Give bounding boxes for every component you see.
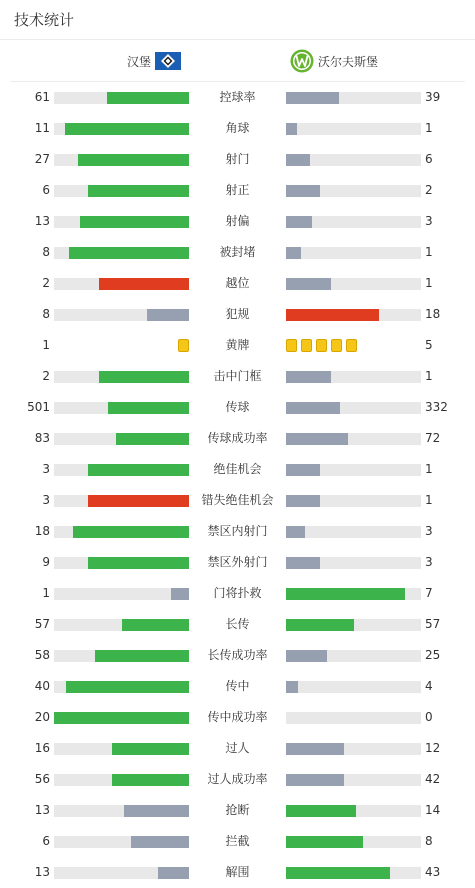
home-bar-track bbox=[54, 216, 189, 228]
stat-label: 犯规 bbox=[225, 307, 250, 321]
home-bar-fill bbox=[112, 774, 189, 786]
away-stat-value: 18 bbox=[425, 307, 441, 321]
stat-row bbox=[0, 330, 475, 361]
away-bar-track bbox=[286, 247, 421, 259]
home-bar-track bbox=[54, 867, 189, 879]
home-stat-value: 57 bbox=[34, 617, 50, 631]
home-bar-track bbox=[54, 743, 189, 755]
away-bar-fill bbox=[286, 774, 344, 786]
yellow-card-icon bbox=[178, 339, 189, 352]
home-bar-fill bbox=[158, 867, 189, 879]
home-bar-fill bbox=[171, 588, 189, 600]
home-stat-value: 6 bbox=[42, 834, 50, 848]
away-stat-value: 1 bbox=[425, 245, 433, 259]
away-stat-value: 5 bbox=[425, 338, 433, 352]
away-bar-fill bbox=[286, 867, 390, 879]
home-bar-track bbox=[54, 309, 189, 321]
away-stat-value: 14 bbox=[425, 803, 441, 817]
home-stat-value: 1 bbox=[42, 338, 50, 352]
away-team-name: 沃尔夫斯堡 bbox=[318, 54, 379, 69]
stat-label: 越位 bbox=[225, 276, 250, 290]
home-bar-fill bbox=[73, 526, 189, 538]
home-stat-value: 58 bbox=[34, 648, 50, 662]
away-stat-value: 3 bbox=[425, 214, 433, 228]
away-stat-value: 25 bbox=[425, 648, 441, 662]
stat-label: 禁区内射门 bbox=[207, 524, 268, 538]
home-stat-value: 83 bbox=[34, 431, 50, 445]
away-bar-track bbox=[286, 526, 421, 538]
stat-row bbox=[0, 578, 475, 609]
away-bar-track bbox=[286, 867, 421, 879]
stat-row bbox=[0, 826, 475, 857]
away-bar-track bbox=[286, 464, 421, 476]
away-bar-track bbox=[286, 805, 421, 817]
away-stat-value: 39 bbox=[425, 90, 441, 104]
home-stat-value: 40 bbox=[34, 679, 50, 693]
home-stat-value: 8 bbox=[42, 307, 50, 321]
home-stat-value: 16 bbox=[34, 741, 50, 755]
away-stat-value: 332 bbox=[425, 400, 448, 414]
away-bar-track bbox=[286, 309, 421, 321]
stat-label: 错失绝佳机会 bbox=[201, 493, 274, 507]
stat-label: 射偏 bbox=[225, 214, 250, 228]
home-bar-track bbox=[54, 402, 189, 414]
home-bar-fill bbox=[112, 743, 189, 755]
hsv-crest-icon bbox=[155, 52, 181, 70]
stats-header bbox=[0, 0, 475, 40]
away-stat-value: 43 bbox=[425, 865, 441, 879]
stat-row bbox=[0, 795, 475, 826]
away-bar-track bbox=[286, 371, 421, 383]
stat-label: 角球 bbox=[225, 121, 250, 135]
stat-row bbox=[0, 175, 475, 206]
stat-row bbox=[0, 640, 475, 671]
home-team-name: 汉堡 bbox=[126, 54, 151, 69]
page-title: 技术统计 bbox=[14, 11, 75, 29]
away-bar-fill bbox=[286, 278, 331, 290]
away-bar-fill bbox=[286, 526, 305, 538]
away-bar-fill bbox=[286, 371, 331, 383]
home-stat-value: 9 bbox=[42, 555, 50, 569]
home-stat-value: 2 bbox=[42, 276, 50, 290]
stat-row bbox=[0, 454, 475, 485]
stat-label: 传中成功率 bbox=[207, 710, 268, 724]
stat-row bbox=[0, 361, 475, 392]
home-bar-fill bbox=[66, 681, 189, 693]
home-team[interactable] bbox=[127, 51, 181, 71]
stat-row bbox=[0, 423, 475, 454]
home-bar-track bbox=[54, 185, 189, 197]
away-bar-fill bbox=[286, 743, 344, 755]
away-bar-fill bbox=[286, 805, 356, 817]
home-bar-track bbox=[54, 464, 189, 476]
away-bar-fill bbox=[286, 650, 327, 662]
home-bar-fill bbox=[54, 712, 189, 724]
stat-label: 长传 bbox=[225, 617, 250, 631]
away-bar-track bbox=[286, 402, 421, 414]
away-bar-fill bbox=[286, 402, 340, 414]
wolfsburg-crest-icon bbox=[290, 49, 314, 73]
away-bar-fill bbox=[286, 681, 298, 693]
stat-row bbox=[0, 547, 475, 578]
away-bar-fill bbox=[286, 464, 320, 476]
stat-label: 传中 bbox=[225, 679, 250, 693]
home-stat-value: 13 bbox=[34, 865, 50, 879]
home-bar-fill bbox=[108, 402, 189, 414]
away-bar-track bbox=[286, 216, 421, 228]
away-stat-value: 1 bbox=[425, 493, 433, 507]
stat-row bbox=[0, 237, 475, 268]
away-bar-track bbox=[286, 185, 421, 197]
home-bar-fill bbox=[65, 123, 189, 135]
away-bar-track bbox=[286, 433, 421, 445]
home-bar-fill bbox=[124, 805, 189, 817]
away-bar-track bbox=[286, 123, 421, 135]
home-bar-fill bbox=[147, 309, 189, 321]
home-bar-track bbox=[54, 557, 189, 569]
stat-label: 解围 bbox=[225, 865, 250, 879]
home-bar-fill bbox=[69, 247, 189, 259]
away-stat-value: 1 bbox=[425, 276, 433, 290]
yellow-card-icon bbox=[331, 339, 342, 352]
home-bar-track bbox=[54, 650, 189, 662]
away-stat-value: 3 bbox=[425, 524, 433, 538]
stat-row bbox=[0, 392, 475, 423]
stat-row bbox=[0, 733, 475, 764]
away-stat-value: 3 bbox=[425, 555, 433, 569]
home-bar-fill bbox=[131, 836, 189, 848]
away-stat-value: 4 bbox=[425, 679, 433, 693]
home-bar-track bbox=[54, 433, 189, 445]
home-bar-track bbox=[54, 588, 189, 600]
stat-label: 过人 bbox=[225, 741, 250, 755]
home-stat-value: 3 bbox=[42, 462, 50, 476]
away-stat-value: 0 bbox=[425, 710, 433, 724]
home-yellow-cards bbox=[178, 339, 189, 353]
home-bar-track bbox=[54, 836, 189, 848]
away-team[interactable] bbox=[290, 51, 378, 71]
stat-row bbox=[0, 671, 475, 702]
away-stat-value: 6 bbox=[425, 152, 433, 166]
away-bar-fill bbox=[286, 836, 363, 848]
stat-label: 禁区外射门 bbox=[207, 555, 268, 569]
stat-label: 传球 bbox=[225, 400, 250, 414]
yellow-card-icon bbox=[286, 339, 297, 352]
away-stat-value: 12 bbox=[425, 741, 441, 755]
stat-label: 抢断 bbox=[225, 803, 250, 817]
home-bar-fill bbox=[80, 216, 189, 228]
away-bar-track bbox=[286, 836, 421, 848]
away-bar-track bbox=[286, 743, 421, 755]
home-stat-value: 501 bbox=[27, 400, 50, 414]
away-stat-value: 7 bbox=[425, 586, 433, 600]
stat-row bbox=[0, 702, 475, 733]
away-stat-value: 72 bbox=[425, 431, 441, 445]
home-bar-track bbox=[54, 278, 189, 290]
stat-row bbox=[0, 516, 475, 547]
home-bar-track bbox=[54, 495, 189, 507]
home-bar-fill bbox=[99, 371, 189, 383]
home-stat-value: 8 bbox=[42, 245, 50, 259]
away-bar-track bbox=[286, 278, 421, 290]
stat-label: 击中门框 bbox=[213, 369, 262, 383]
stat-row bbox=[0, 113, 475, 144]
home-bar-track bbox=[54, 681, 189, 693]
home-bar-fill bbox=[88, 185, 189, 197]
stat-row bbox=[0, 857, 475, 888]
yellow-card-icon bbox=[316, 339, 327, 352]
stat-label: 拦截 bbox=[225, 834, 250, 848]
home-stat-value: 3 bbox=[42, 493, 50, 507]
away-bar-track bbox=[286, 650, 421, 662]
stat-label: 长传成功率 bbox=[207, 648, 268, 662]
away-stat-value: 42 bbox=[425, 772, 441, 786]
away-stat-value: 2 bbox=[425, 183, 433, 197]
stat-row bbox=[0, 206, 475, 237]
home-bar-track bbox=[54, 526, 189, 538]
home-bar-fill bbox=[95, 650, 190, 662]
home-stat-value: 27 bbox=[34, 152, 50, 166]
stats-list bbox=[0, 82, 475, 888]
stat-row bbox=[0, 764, 475, 795]
home-stat-value: 2 bbox=[42, 369, 50, 383]
stat-label: 射正 bbox=[225, 183, 250, 197]
stat-label: 传球成功率 bbox=[207, 431, 268, 445]
home-stat-value: 1 bbox=[42, 586, 50, 600]
stat-label: 被封堵 bbox=[219, 245, 256, 259]
stat-row bbox=[0, 609, 475, 640]
away-stat-value: 1 bbox=[425, 369, 433, 383]
home-bar-fill bbox=[78, 154, 189, 166]
away-bar-fill bbox=[286, 495, 320, 507]
away-bar-fill bbox=[286, 216, 312, 228]
yellow-card-icon bbox=[301, 339, 312, 352]
stat-row bbox=[0, 485, 475, 516]
away-bar-track bbox=[286, 557, 421, 569]
home-stat-value: 11 bbox=[34, 121, 50, 135]
home-bar-track bbox=[54, 371, 189, 383]
away-bar-fill bbox=[286, 154, 310, 166]
away-bar-track bbox=[286, 588, 421, 600]
home-stat-value: 20 bbox=[34, 710, 50, 724]
away-bar-track bbox=[286, 712, 421, 724]
away-bar-fill bbox=[286, 123, 297, 135]
away-bar-track bbox=[286, 92, 421, 104]
away-bar-track bbox=[286, 681, 421, 693]
stat-row bbox=[0, 299, 475, 330]
away-bar-track bbox=[286, 154, 421, 166]
home-bar-fill bbox=[88, 495, 189, 507]
away-stat-value: 8 bbox=[425, 834, 433, 848]
home-bar-fill bbox=[88, 464, 189, 476]
away-stat-value: 57 bbox=[425, 617, 441, 631]
away-bar-fill bbox=[286, 247, 301, 259]
away-bar-fill bbox=[286, 309, 379, 321]
home-bar-track bbox=[54, 154, 189, 166]
home-bar-fill bbox=[116, 433, 189, 445]
team-header-row bbox=[10, 40, 465, 82]
home-stat-value: 6 bbox=[42, 183, 50, 197]
away-bar-fill bbox=[286, 185, 320, 197]
stat-row bbox=[0, 144, 475, 175]
home-bar-fill bbox=[107, 92, 189, 104]
stat-label: 射门 bbox=[225, 152, 250, 166]
home-stat-value: 13 bbox=[34, 803, 50, 817]
stat-label: 黄牌 bbox=[225, 338, 250, 352]
home-stat-value: 18 bbox=[34, 524, 50, 538]
home-stat-value: 13 bbox=[34, 214, 50, 228]
yellow-card-icon bbox=[346, 339, 357, 352]
home-bar-fill bbox=[88, 557, 189, 569]
stat-row bbox=[0, 268, 475, 299]
away-bar-fill bbox=[286, 588, 405, 600]
away-bar-fill bbox=[286, 619, 354, 631]
away-bar-fill bbox=[286, 557, 320, 569]
home-bar-track bbox=[54, 805, 189, 817]
away-bar-track bbox=[286, 495, 421, 507]
stat-label: 控球率 bbox=[219, 90, 256, 104]
away-stat-value: 1 bbox=[425, 462, 433, 476]
home-bar-track bbox=[54, 247, 189, 259]
home-bar-track bbox=[54, 123, 189, 135]
home-stat-value: 61 bbox=[34, 90, 50, 104]
stat-label: 绝佳机会 bbox=[213, 462, 262, 476]
away-bar-track bbox=[286, 774, 421, 786]
home-bar-track bbox=[54, 774, 189, 786]
home-bar-track bbox=[54, 712, 189, 724]
away-bar-track bbox=[286, 619, 421, 631]
home-bar-fill bbox=[99, 278, 189, 290]
stat-label: 过人成功率 bbox=[207, 772, 268, 786]
away-bar-fill bbox=[286, 433, 348, 445]
home-stat-value: 56 bbox=[34, 772, 50, 786]
away-stat-value: 1 bbox=[425, 121, 433, 135]
home-bar-fill bbox=[122, 619, 190, 631]
home-bar-track bbox=[54, 619, 189, 631]
away-bar-fill bbox=[286, 92, 339, 104]
stat-label: 门将扑救 bbox=[213, 586, 262, 600]
home-bar-track bbox=[54, 92, 189, 104]
away-yellow-cards bbox=[286, 339, 357, 353]
stat-row bbox=[0, 82, 475, 113]
